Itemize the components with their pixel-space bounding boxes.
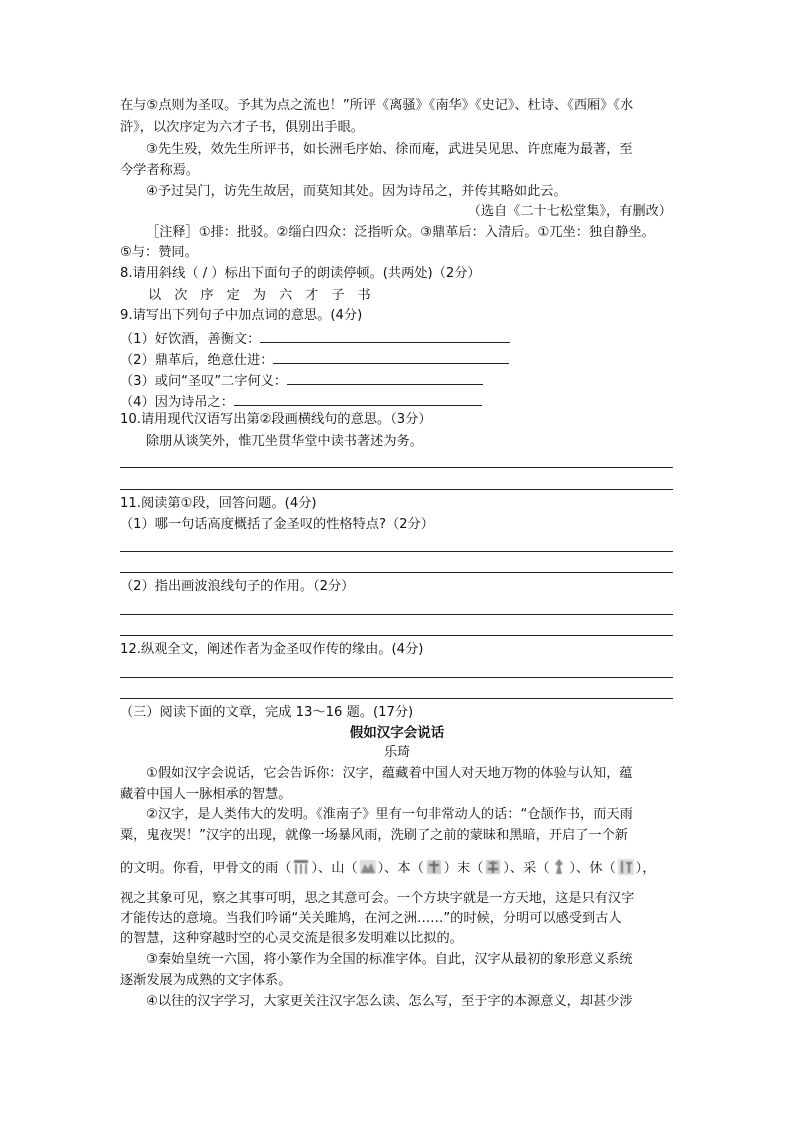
question-9-item <box>120 328 510 349</box>
question-11-sub1: （1）哪一句话高度概括了金圣叹的性格特点?（2分） <box>120 517 434 532</box>
oracle-bone-tip-icon <box>484 858 502 876</box>
answer-blank[interactable] <box>287 370 483 385</box>
answer-line[interactable] <box>120 614 673 615</box>
article-title: 假如汉字会说话 <box>349 725 445 741</box>
answer-line[interactable] <box>120 489 673 490</box>
glyph-char: 采 <box>523 861 537 876</box>
oracle-bone-mountain-icon <box>359 858 377 876</box>
answer-line[interactable] <box>120 698 673 699</box>
paragraph-line: 粟，鬼夜哭！”汉字的出现，就像一场暴风雨，洗刷了之前的蒙昧和黑暗，开启了一个新 <box>120 828 628 843</box>
passage-line: ④予过吴门，访先生故居，而莫知其处。因为诗吊之，并传其略如此云。 <box>146 184 567 199</box>
passage-line: 浒》，以次序定为六才子书，俱别出手眼。 <box>120 120 364 135</box>
pause-sentence[interactable] <box>148 287 384 305</box>
item-label: （4）因为诗吊之： <box>120 395 234 410</box>
oracle-bone-root-icon <box>425 858 443 876</box>
item-label: （1）好饮酒，善衡文： <box>120 332 261 347</box>
paragraph-line: ③秦始皇统一六国，将小篆作为全国的标准字体。自此，汉字从最初的象形意义系统 <box>146 952 633 967</box>
sentence-char: 六 <box>278 288 293 303</box>
sentence-char: 书 <box>357 288 371 303</box>
paragraph-line: ④以往的汉字学习，大家更关注汉字怎么读、怎么写，至于字的本源意义，却甚少涉 <box>146 994 633 1009</box>
glyph-char: 雨 <box>265 861 279 876</box>
oracle-bone-pick-icon <box>550 858 568 876</box>
section-heading: （三）阅读下面的文章，完成 13～16 题。(17分) <box>120 705 414 720</box>
question-9-item <box>120 349 509 370</box>
paragraph-line: 才能传达的意境。当我们吟诵“关关雎鸠，在河之洲……”的时候，分明可以感受到古人 <box>120 911 622 926</box>
paragraph-line: ①假如汉字会说话，它会告诉你：汉字，蕴藏着中国人对天地万物的体验与认知，蕴 <box>146 766 633 781</box>
paragraph-line: 逐渐发展为成熟的文字体系。 <box>120 973 292 988</box>
oracle-bone-rain-icon <box>292 858 310 876</box>
sentence-char: 为 <box>252 288 266 303</box>
question-9-item <box>120 391 482 412</box>
sentence-char: 才 <box>305 288 319 303</box>
glyph-line-end: ， <box>642 861 656 876</box>
paragraph-line: 的智慧，这种穿越时空的心灵交流是很多发明难以比拟的。 <box>120 931 463 946</box>
annotation-line: ⑤与：赞同。 <box>120 245 198 260</box>
question-9: 9.请写出下列句子中加点词的意思。(4分) <box>120 308 363 323</box>
question-11: 11.阅读第①段，回答问题。(4分) <box>120 496 317 511</box>
paragraph-line: 视之其象可见，察之其事可明，思之其意可会。一个方块字就是一方天地，这是只有汉字 <box>120 891 635 906</box>
passage-line: 在与⑤点则为圣叹。予其为点之流也！”所评《离骚》《南华》《史记》、杜诗、《西厢》《水 <box>120 98 634 113</box>
passage-line: ③先生殁，效先生所评书，如长洲毛序始、徐而庵，武进吴见思、许庶庵为最著，至 <box>146 142 633 157</box>
answer-line[interactable] <box>120 467 673 468</box>
paragraph-line: 藏着中国人一脉相承的智慧。 <box>120 787 292 802</box>
item-label: （2）鼎革后，绝意仕进： <box>120 353 274 368</box>
article-author: 乐琦 <box>383 745 411 760</box>
glyph-char: 休 <box>589 861 603 876</box>
question-12: 12.纵观全文，阐述作者为金圣叹作传的缘由。(4分) <box>120 642 424 657</box>
answer-line[interactable] <box>120 635 673 636</box>
annotation-line: ［注释］①排：批驳。②缁白四众：泛指听众。③鼎革后：入清后。①兀坐：独自静坐。 <box>146 225 655 240</box>
glyph-char: 山 <box>331 861 345 876</box>
glyph-char: 本 <box>397 861 411 876</box>
sentence-char: 子 <box>331 288 345 303</box>
paragraph-line: ②汉字，是人类伟大的发明。《淮南子》里有一句非常动人的话：“仓颉作书，而天雨 <box>146 807 633 822</box>
glyph-char: 末 <box>456 861 471 876</box>
oracle-bone-rest-icon <box>617 858 635 876</box>
answer-line[interactable] <box>120 677 673 678</box>
answer-line[interactable] <box>120 551 673 552</box>
sentence-char: 定 <box>226 288 240 303</box>
sentence-char: 序 <box>200 288 214 303</box>
sentence-char: 次 <box>174 288 188 303</box>
question-10: 10.请用现代汉语写出第②段画横线句的意思。（3分） <box>120 412 432 427</box>
answer-blank[interactable] <box>260 328 510 343</box>
answer-line[interactable] <box>120 572 673 573</box>
glyph-line-intro: 的文明。你看，甲骨文的 <box>120 861 266 876</box>
question-11-sub2: （2）指出画波浪线句子的作用。（2分） <box>120 579 355 594</box>
answer-blank[interactable] <box>234 391 482 406</box>
glyph-line: 的文明。你看，甲骨文的雨（ ）、山（ ）、本（ ）末（ ）、采（ ）、休（ ）， <box>120 858 655 878</box>
question-9-item <box>120 370 483 391</box>
question-10-sentence: 除朋从谈笑外，惟兀坐贯华堂中读书著述为务。 <box>146 434 423 449</box>
sentence-char: 以 <box>148 288 162 303</box>
source-citation: （选自《二十七松堂集》，有删改） <box>467 204 672 219</box>
answer-blank[interactable] <box>273 349 509 364</box>
passage-line: 今学者称焉。 <box>120 163 200 178</box>
item-label: （3）或问“圣叹”二字何义： <box>120 374 288 389</box>
question-8: 8.请用斜线（ / ）标出下面句子的朗读停顿。(共两处)（2分） <box>120 266 481 281</box>
